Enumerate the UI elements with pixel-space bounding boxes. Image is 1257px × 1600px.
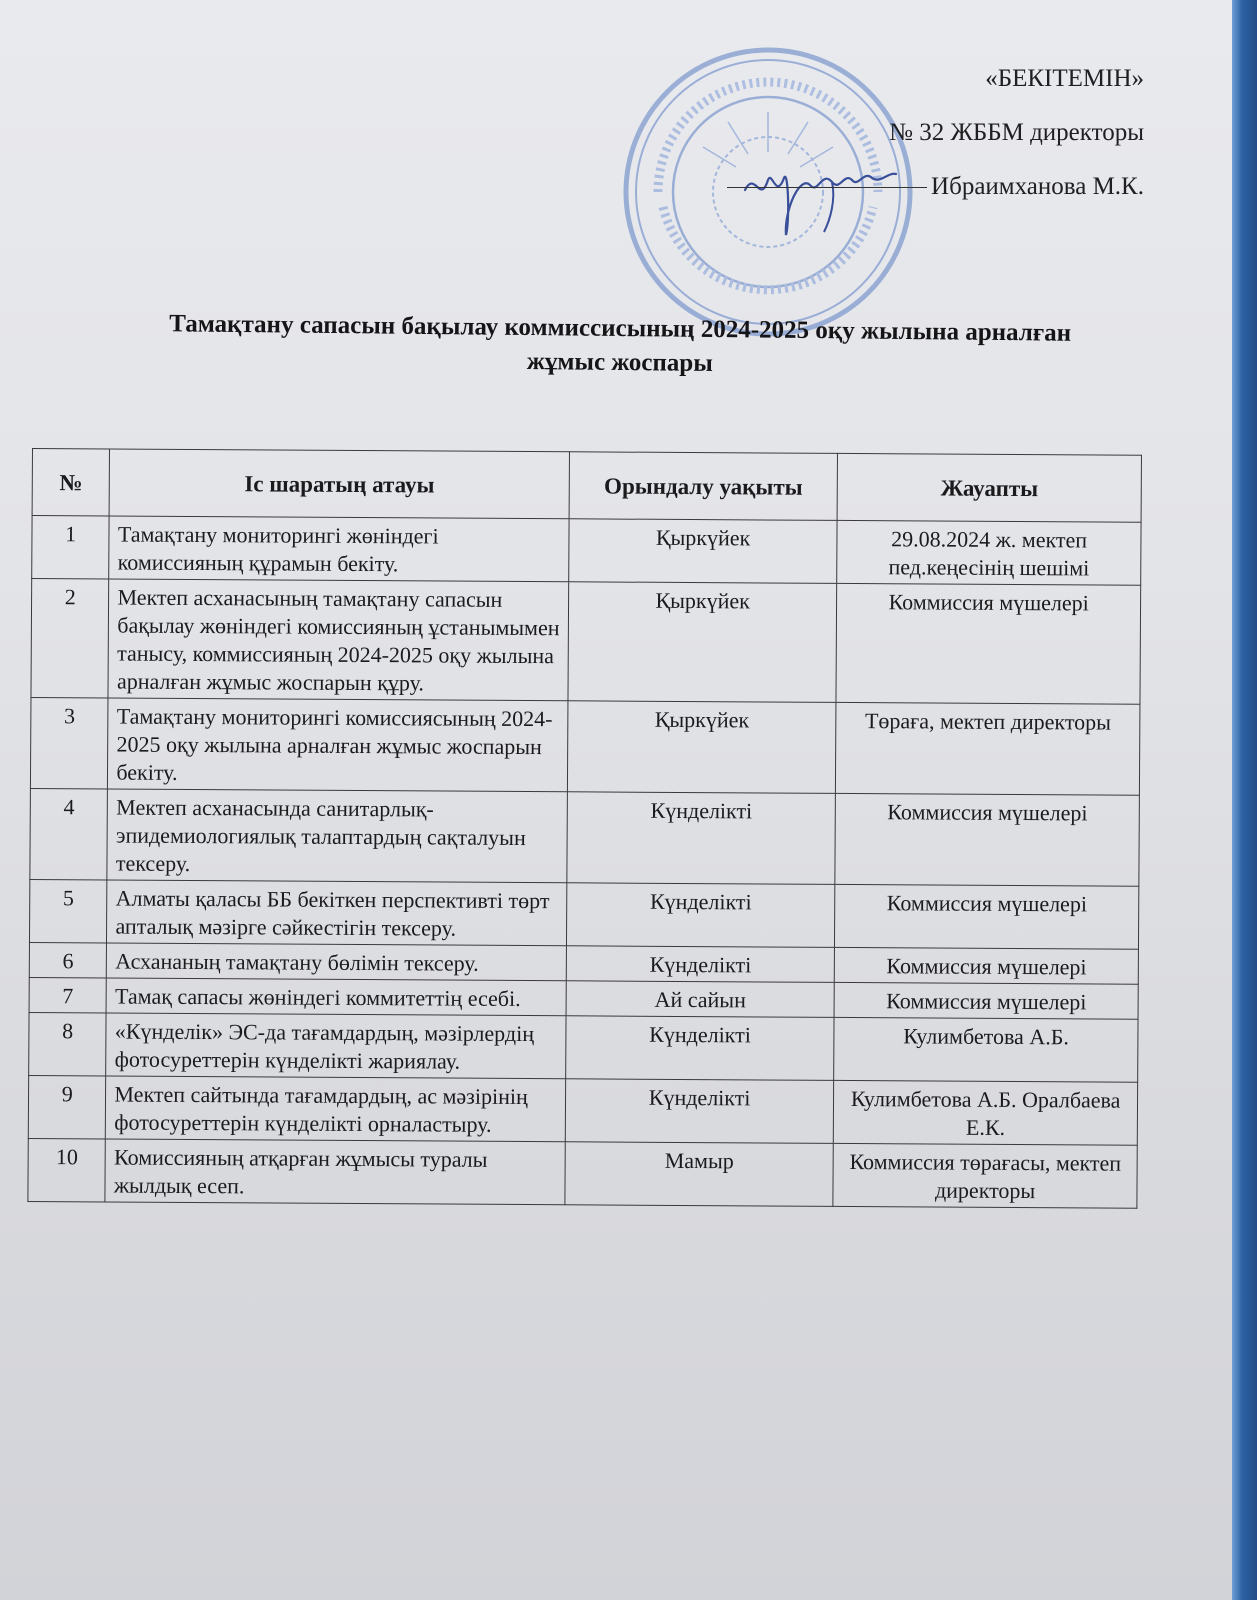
row-responsible: Коммиссия мүшелері [835, 947, 1139, 984]
work-plan-table [27, 448, 1142, 1209]
row-responsible: Коммиссия мүшелері [836, 583, 1140, 704]
row-time: Ай сайын [566, 981, 835, 1018]
header-number: № [32, 449, 110, 516]
row-responsible: Коммиссия мүшелері [835, 793, 1139, 886]
row-activity: Асхананың тамақтану бөлімін тексеру. [107, 943, 567, 981]
approval-position: № 32 ЖББМ директоры [889, 119, 1144, 146]
table-row [31, 579, 1141, 705]
row-time: Қыркүйек [569, 519, 838, 584]
row-time: Мамыр [565, 1142, 834, 1207]
row-time: Күнделікті [567, 792, 836, 885]
document-title [60, 306, 1181, 386]
row-activity: Тамақтану мониторингі жөніндегі комиссияның құрамын бекіту. [109, 516, 569, 582]
row-activity: Мектеп сайтында тағамдардың, ас мәзірінің фотосуреттерін күнделікті орналастыру. [106, 1076, 566, 1142]
row-number: 8 [29, 1012, 107, 1075]
row-responsible: Кулимбетова А.Б. Оралбаева Е.К. [834, 1080, 1138, 1145]
row-time: Қыркүйек [568, 582, 837, 703]
row-time: Күнделікті [565, 1079, 834, 1144]
row-activity: Мектеп асханасының тамақтану сапасын бақылау жөніндегі комиссияның ұстанымымен танысу, коммиссияның 2024-2025 оқу жылына арналған жұмыс жоспарын құру. [108, 579, 568, 701]
row-number: 7 [29, 977, 107, 1012]
row-activity: Мектеп асханасында санитарлық-эпидемиологиялық талаптардың сақталуын тексеру. [107, 789, 567, 883]
row-responsible: Коммиссия мүшелері [834, 982, 1138, 1019]
row-responsible: Коммиссия мүшелері [835, 884, 1139, 949]
row-responsible: Төраға, мектеп директоры [836, 702, 1140, 795]
row-number: 1 [32, 516, 110, 579]
row-time: Күнделікті [566, 883, 835, 948]
row-activity: Комиссияның атқарған жұмысы туралы жылдық есеп. [105, 1139, 565, 1205]
background-binder-edge [1232, 0, 1257, 1600]
row-number: 6 [29, 942, 107, 977]
row-time: Қыркүйек [567, 701, 836, 794]
row-activity: Тамақ сапасы жөніндегі коммитеттің есебі. [106, 978, 566, 1016]
approval-heading: «БЕКІТЕМІН» [985, 65, 1144, 92]
row-number: 2 [31, 579, 109, 698]
signature-line [727, 187, 927, 188]
row-responsible: Кулимбетова А.Б. [834, 1017, 1138, 1082]
table-row [32, 516, 1141, 586]
row-activity: Алматы қаласы ББ бекіткен перспективті төрт апталық мәзірге сәйкестігін тексеру. [107, 880, 567, 946]
table-row [29, 1012, 1138, 1082]
table-header-row [32, 449, 1141, 523]
approval-signatory [727, 160, 1144, 214]
row-number: 4 [30, 788, 108, 879]
row-activity: «Күнделік» ЭС-да тағамдардың, мәзірлердің фотосуреттерін күнделікті жариялау. [106, 1013, 566, 1079]
header-activity-name: Іс шаратың атауы [109, 449, 569, 519]
row-number: 3 [30, 697, 108, 788]
table-row [28, 1075, 1137, 1145]
table-row [28, 1138, 1137, 1208]
title-line-2: жұмыс жоспары [526, 348, 713, 377]
row-time: Күнделікті [566, 946, 835, 983]
row-responsible: 29.08.2024 ж. мектеп пед.кеңесінің шешімі [837, 520, 1141, 585]
row-activity: Тамақтану мониторингі комиссиясының 2024-2025 оқу жылына арналған жұмыс жоспарын бекіту. [108, 698, 568, 792]
title-line-1: Тамақтану сапасын бақылау коммиссисының 2024-2025 оқу жылына арналған [169, 310, 1072, 347]
row-number: 5 [29, 879, 107, 942]
approval-name: Ибраимханова М.К. [931, 173, 1144, 200]
row-number: 10 [28, 1138, 106, 1201]
table-row [30, 697, 1140, 795]
header-responsible: Жауапты [837, 453, 1141, 522]
approval-block [727, 52, 1144, 214]
header-execution-time: Орындалу уақыты [569, 452, 838, 521]
row-responsible: Коммиссия төрағасы, мектеп директоры [833, 1143, 1137, 1208]
table-row [30, 788, 1140, 886]
row-number: 9 [28, 1075, 106, 1138]
row-time: Күнделікті [566, 1016, 835, 1081]
table-row [29, 879, 1138, 949]
